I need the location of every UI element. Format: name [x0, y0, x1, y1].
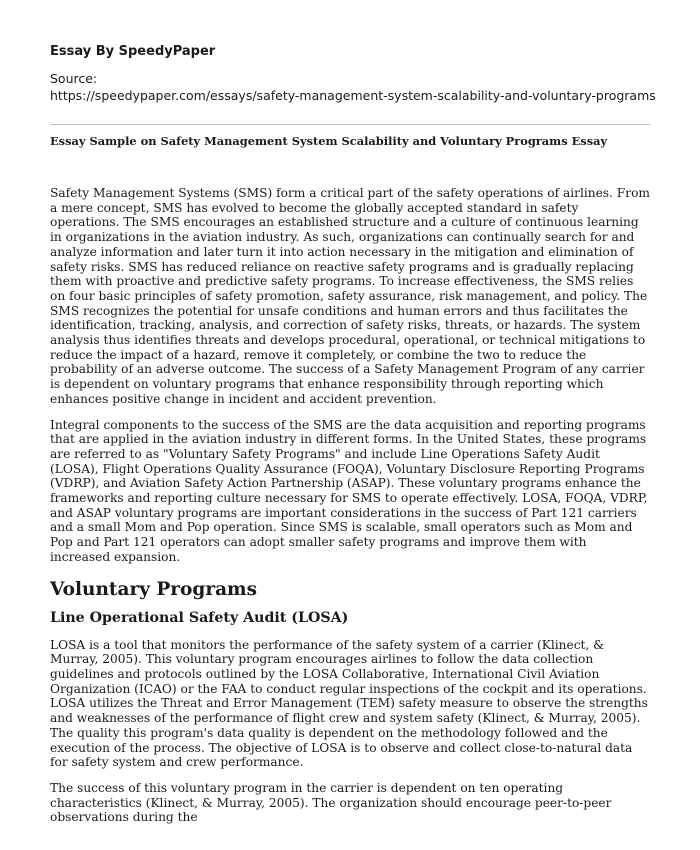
essay-byline: Essay By SpeedyPaper — [50, 44, 216, 59]
losa-paragraph-2: The success of this voluntary program in the carrier is dependent on ten operating characteristics (Klinect, & Murray, 2005). The organization should encourage peer-to-peer observations during the — [50, 780, 612, 825]
losa-paragraph-1: LOSA is a tool that monitors the performance of the safety system of a carrier (Klinect, & Murray, 2005). This voluntary program encourages airlines to follow the data collection guidelines and protocols outlined by the LOSA Collaborative, International Civil Aviation Organization (ICAO) or the FAA to conduct regular inspections of the cockpit and its operations. LOSA utilizes the Threat and Error Management (TEM) safety measure to observe the strengths and weaknesses of the performance of flight crew and system safety (Klinect, & Murray, 2005). The quality this program's data quality is dependent on the methodology followed and the execution of the process. The objective of LOSA is to observe and collect close-to-natural data for safety system and crew performance. — [50, 637, 648, 770]
intro-paragraph-2: Integral components to the success of the SMS are the data acquisition and reporting programs that are applied in the aviation industry in different forms. In the United States, these programs are referred to as "Voluntary Safety Programs" and include Line Operations Safety Audit (LOSA), Flight Operations Quality Assurance (FOQA), Voluntary Disclosure Reporting Programs (VDRP), and Aviation Safety Action Partnership (ASAP). These voluntary programs enhance the frameworks and reporting culture necessary for SMS to operate effectively. LOSA, FOQA, VDRP, and ASAP voluntary programs are important considerations in the success of Part 121 carriers and a small Mom and Pop operation. Since SMS is scalable, small operators such as Mom and Pop and Part 121 operators can adopt smaller safety programs and improve them with increased expansion. — [50, 417, 648, 564]
intro-paragraph-1: Safety Management Systems (SMS) form a critical part of the safety operations of airlines. From a mere concept, SMS has evolved to become the globally accepted standard in safety operations. The SMS encourages an established structure and a culture of continuous learning in organizations in the aviation industry. As such, organizations can continually search for and analyze information and later turn it into action necessary in the mitigation and elimination of safety risks. SMS has reduced reliance on reactive safety programs and is gradually replacing them with proactive and predictive safety programs. To increase effectiveness, the SMS relies on four basic principles of safety promotion, safety assurance, risk management, and policy. The SMS recognizes the potential for unsafe conditions and human errors and thus facilitates the identification, tracking, analysis, and correction of safety risks, threats, or hazards. The system analysis thus identifies threats and develops procedural, operational, or technical mitigations to reduce the impact of a hazard, remove it completely, or combine the two to reduce the probability of an adverse outcome. The success of a Safety Management Program of any carrier is dependent on voluntary programs that enhance responsibility through reporting which enhances positive change in incident and accident prevention. — [50, 186, 650, 406]
source-label: Source: — [50, 71, 98, 86]
essay-body — [50, 186, 650, 836]
header-divider — [50, 124, 650, 125]
subsection-heading: Line Operational Safety Audit (LOSA) — [50, 609, 349, 626]
essay-title: Essay Sample on Safety Management System Scalability and Voluntary Programs Essay — [50, 134, 608, 148]
section-heading: Voluntary Programs — [50, 578, 258, 600]
source-url[interactable]: https://speedypaper.com/essays/safety-management-system-scalability-and-voluntary-programs — [50, 88, 656, 103]
